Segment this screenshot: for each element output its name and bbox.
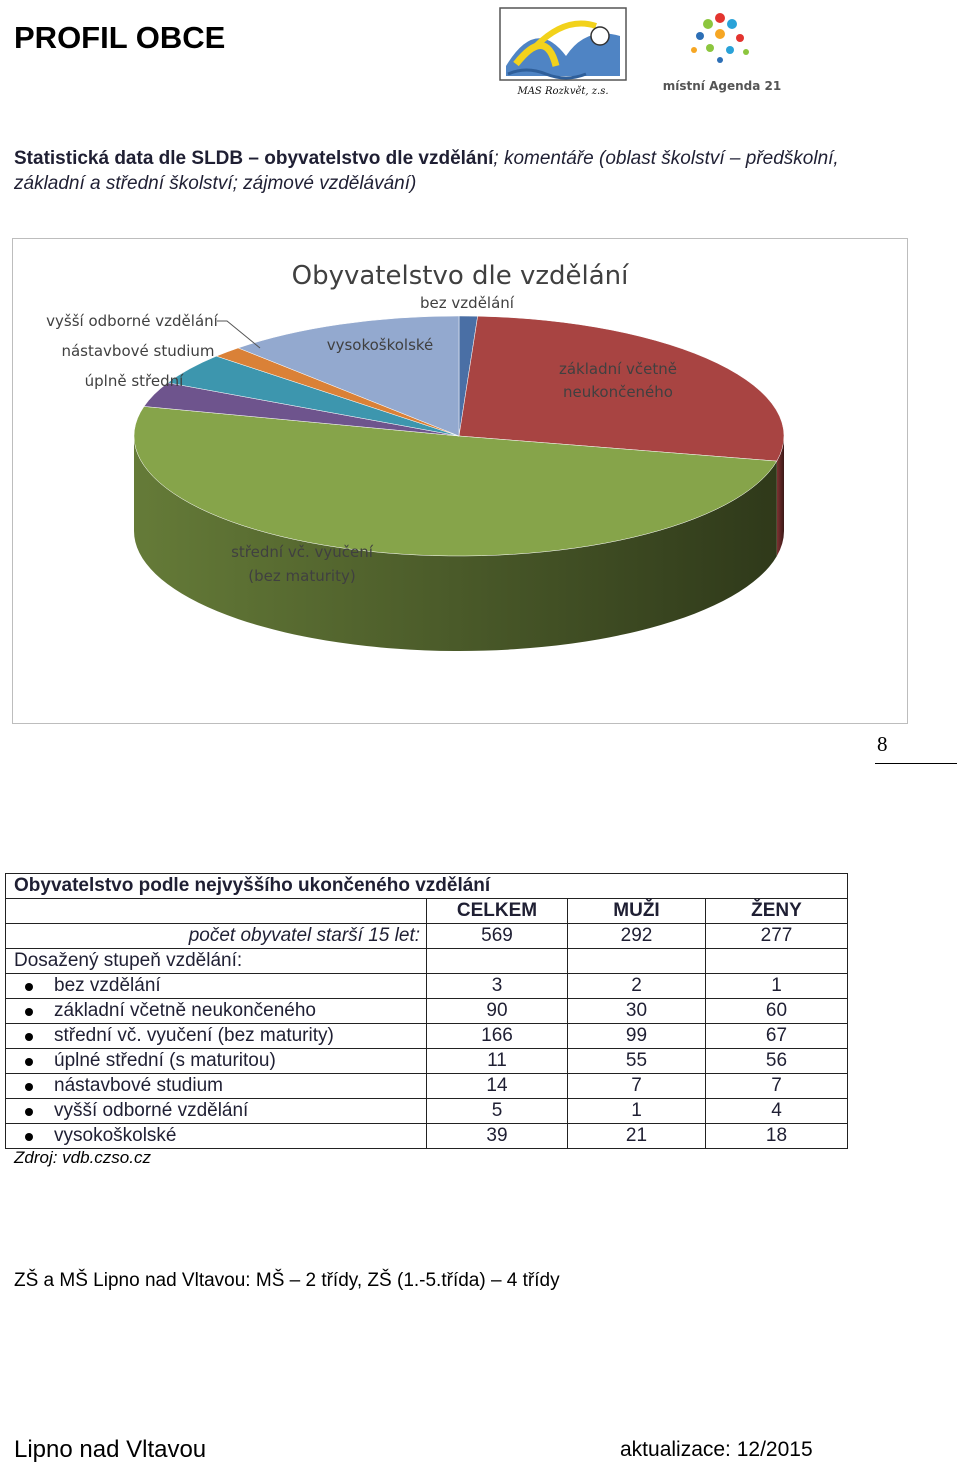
value-zeny: 67 — [706, 1024, 848, 1049]
value-zeny: 18 — [706, 1124, 848, 1149]
table-row — [6, 974, 848, 999]
row-label-cell — [6, 1049, 427, 1074]
value-celkem: 90 — [427, 999, 568, 1024]
population-label: počet obyvatel starší 15 let: — [6, 924, 427, 949]
table-row — [6, 1074, 848, 1099]
label-stredni: střední vč. vyučení — [231, 543, 373, 561]
mas-rozkvet-logo — [496, 6, 630, 102]
value-celkem: 39 — [427, 1124, 568, 1149]
value-muzi: 30 — [568, 999, 706, 1024]
table-row — [6, 1024, 848, 1049]
agenda-logo-text: místní Agenda 21 — [662, 79, 782, 93]
header-zeny: ŽENY — [706, 899, 848, 924]
row-label-cell — [6, 999, 427, 1024]
value-muzi: 7 — [568, 1074, 706, 1099]
mas-logo-text: MAS Rozkvět, z.s. — [517, 86, 609, 97]
value-muzi: 1 — [568, 1099, 706, 1124]
page-number: 8 — [877, 732, 888, 756]
intro-italic: ; komentáře (oblast školství – předškolní, základní a střední školství; zájmové vzdělávání) — [14, 148, 839, 194]
bullet-icon — [25, 1133, 33, 1141]
label-bez-vzdelani: bez vzdělání — [420, 294, 514, 312]
empty-cell — [568, 949, 706, 974]
row-label: základní včetně neukončeného — [54, 1000, 316, 1021]
table-caption: Obyvatelstvo podle nejvyššího ukončeného vzdělání — [6, 874, 848, 899]
page-number-rule — [875, 763, 957, 764]
value-zeny: 4 — [706, 1099, 848, 1124]
table-row — [6, 1124, 848, 1149]
chart-title: Obyvatelstvo dle vzdělání — [291, 261, 629, 291]
row-label-cell — [6, 1099, 427, 1124]
bullet-icon — [25, 1058, 33, 1066]
footer-updated: aktualizace: 12/2015 — [620, 1438, 813, 1461]
label-uplne: úplně střední — [84, 372, 184, 390]
row-label: vyšší odborné vzdělání — [54, 1100, 249, 1121]
table-header-empty — [6, 899, 427, 924]
row-label-cell — [6, 974, 427, 999]
empty-cell — [706, 949, 848, 974]
bullet-icon — [25, 1108, 33, 1116]
value-celkem: 11 — [427, 1049, 568, 1074]
bullet-icon — [25, 1083, 33, 1091]
value-celkem: 5 — [427, 1099, 568, 1124]
table-row — [6, 1099, 848, 1124]
bullet-icon — [25, 1033, 33, 1041]
row-label-cell — [6, 1024, 427, 1049]
table-header-row — [6, 899, 848, 924]
population-row — [6, 924, 848, 949]
table-caption-row — [6, 874, 848, 899]
row-label: bez vzdělání — [54, 975, 161, 996]
page-title: PROFIL OBCE — [14, 20, 226, 55]
row-label: střední vč. vyučení (bez maturity) — [54, 1025, 334, 1046]
row-label-cell — [6, 1124, 427, 1149]
mistni-agenda-21-logo — [660, 4, 784, 100]
value-celkem: 166 — [427, 1024, 568, 1049]
row-label: vysokoškolské — [54, 1125, 177, 1146]
population-zeny: 277 — [706, 924, 848, 949]
value-zeny: 56 — [706, 1049, 848, 1074]
header-muzi: MUŽI — [568, 899, 706, 924]
label-zakladni: základní včetně — [558, 360, 678, 378]
table-row — [6, 999, 848, 1024]
value-muzi: 99 — [568, 1024, 706, 1049]
empty-cell — [427, 949, 568, 974]
value-celkem: 3 — [427, 974, 568, 999]
population-muzi: 292 — [568, 924, 706, 949]
value-zeny: 7 — [706, 1074, 848, 1099]
label-nastavbove: nástavbové studium — [61, 342, 215, 360]
value-celkem: 14 — [427, 1074, 568, 1099]
value-zeny: 1 — [706, 974, 848, 999]
value-zeny: 60 — [706, 999, 848, 1024]
label-vyssi: vyšší odborné vzdělání — [46, 312, 218, 330]
school-info: ZŠ a MŠ Lipno nad Vltavou: MŠ – 2 třídy, ZŠ (1.-5.třída) – 4 třídy — [14, 1270, 560, 1291]
footer-municipality: Lipno nad Vltavou — [14, 1436, 207, 1463]
intro-bold: Statistická data dle SLDB – obyvatelstvo dle vzdělání — [14, 148, 494, 169]
label-zakladni-2: neukončeného — [563, 383, 673, 401]
bullet-icon — [25, 983, 33, 991]
education-pie-chart — [12, 238, 908, 724]
header-celkem: CELKEM — [427, 899, 568, 924]
bullet-icon — [25, 1008, 33, 1016]
row-label-cell — [6, 1074, 427, 1099]
level-heading: Dosažený stupeň vzdělání: — [6, 949, 427, 974]
label-stredni-2: (bez maturity) — [248, 567, 356, 585]
intro-text — [14, 146, 874, 196]
label-vysokoskolske: vysokoškolské — [326, 336, 434, 354]
source-note: Zdroj: vdb.czso.cz — [14, 1148, 151, 1167]
row-label: úplné střední (s maturitou) — [54, 1050, 276, 1071]
education-table — [5, 873, 848, 1149]
table-row — [6, 1049, 848, 1074]
population-celkem: 569 — [427, 924, 568, 949]
value-muzi: 21 — [568, 1124, 706, 1149]
value-muzi: 2 — [568, 974, 706, 999]
level-heading-row — [6, 949, 848, 974]
value-muzi: 55 — [568, 1049, 706, 1074]
row-label: nástavbové studium — [54, 1075, 223, 1096]
